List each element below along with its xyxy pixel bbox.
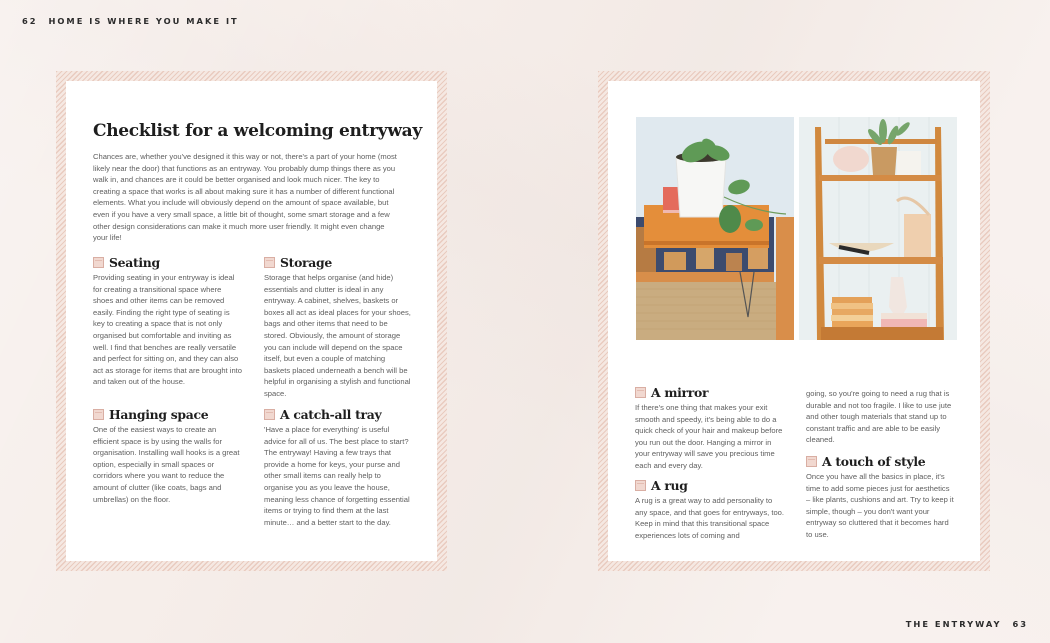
section-heading	[93, 255, 243, 270]
section-body: If there's one thing that makes your exit smooth and speedy, it's being able to do a quick check of your hair and makeup before you run out the door. Hanging a mirror in your entryway will save you precious time each and every day.	[635, 403, 783, 470]
section-body: Storage that helps organise (and hide) essentials and clutter is ideal in any entryway. A cabinet, shelves, baskets or boxes all act as ideal places for your shoes, bags and other items that need to be stored. Obviously, the amount of storage you can include will depend on the space itself, but even a couple of matching baskets placed underneath a bench will be helpful in organising a stylish and functional space.	[264, 273, 411, 398]
section-heading-text: A touch of style	[822, 454, 926, 469]
checkbox-icon	[93, 409, 104, 420]
running-head-left	[22, 16, 239, 26]
section-heading-text: Hanging space	[109, 407, 209, 422]
page-number-right: 63	[1012, 619, 1028, 629]
right-page-panel	[608, 81, 980, 561]
checkbox-icon	[635, 480, 646, 491]
section-mirror	[635, 385, 785, 472]
section-heading	[635, 478, 785, 493]
section-heading	[635, 385, 785, 400]
section-heading-text: A mirror	[651, 385, 709, 400]
section-heading-text: Storage	[280, 255, 332, 270]
section-hanging-space	[93, 407, 243, 505]
running-head-right	[906, 619, 1028, 629]
checkbox-icon	[264, 257, 275, 268]
section-touch-of-style	[806, 454, 954, 541]
section-heading	[264, 255, 412, 270]
checkbox-icon	[93, 257, 104, 268]
photo-ladder-shelf	[799, 117, 957, 340]
section-body: 'Have a place for everything' is useful advice for all of us. The best place to start? The entryway! Having a few trays that provide a home for keys, your purse and other small items can really help to organise you as you leave the house, meaning less chance of forgetting essential items or trying to find them at the last minute… and a better start to the day.	[264, 425, 410, 527]
section-heading	[806, 454, 954, 469]
left-page-panel	[66, 81, 437, 561]
plant-bench-illustration	[636, 117, 794, 340]
section-rug-continued	[806, 388, 954, 446]
section-body: Providing seating in your entryway is ideal for creating a transitional space where shoes and other items can be removed easily. Finding the right type of seating is key to creating a space that is not only organised but comfortable and inviting as well. I find that benches are really versatile and perfect for sitting on, and they can also act as storage for items that are brought into and taken out of the house.	[93, 273, 243, 387]
checkbox-icon	[806, 456, 817, 467]
page-number-left: 62	[22, 16, 38, 26]
section-body: Once you have all the basics in place, it's time to add some pieces just for aesthetics – like plants, cushions and art. Try to keep it simple, though – you don't want your entryway so cluttered that it becomes hard to use.	[806, 472, 954, 539]
section-storage	[264, 255, 412, 400]
right-page-frame	[598, 71, 990, 571]
running-head-title-left: HOME IS WHERE YOU MAKE IT	[48, 16, 239, 26]
section-rug	[635, 478, 785, 541]
section-body: A rug is a great way to add personality to any space, and that goes for entryways, too. Keep in mind that this transitional space experiences lots of coming and	[635, 496, 785, 540]
checkbox-icon	[264, 409, 275, 420]
section-heading-text: A rug	[651, 478, 688, 493]
section-heading	[264, 407, 412, 422]
running-head-title-right: THE ENTRYWAY	[905, 619, 1002, 629]
left-page-frame	[56, 71, 447, 571]
page-title: Checklist for a welcoming entryway	[93, 121, 422, 141]
ladder-shelf-illustration	[799, 117, 957, 340]
section-seating	[93, 255, 243, 388]
photo-plant-on-bench	[636, 117, 794, 340]
section-heading-text: A catch-all tray	[280, 407, 382, 422]
checkbox-icon	[635, 387, 646, 398]
section-catch-all-tray	[264, 407, 412, 528]
section-heading	[93, 407, 243, 422]
intro-paragraph: Chances are, whether you've designed it this way or not, there's a part of your home (most likely near the door) that functions as an entryway. You probably dump things there as you walk in, and chances are it could be better organised and look much nicer. The key to creating a space that works is all about making sure it has a number of different functional elements. What you include will obviously depend on the amount of space available, but even if you have a very small space, a little bit of thought, some smart storage and a few other design considerations can make it much more user friendly. It might even change your life!	[93, 152, 397, 243]
section-body: going, so you're going to need a rug that is durable and not too fragile. I like to use jute and other tough materials that stand up to constant traffic and are able to be easily cleaned.	[806, 389, 952, 445]
section-heading-text: Seating	[109, 255, 160, 270]
section-body: One of the easiest ways to create an efficient space is by using the walls for organisation. Installing wall hooks is a great option, especially in small spaces or corridors where you want to reduce the amount of clutter (like coats, bags and umbrellas) on the floor.	[93, 425, 240, 504]
